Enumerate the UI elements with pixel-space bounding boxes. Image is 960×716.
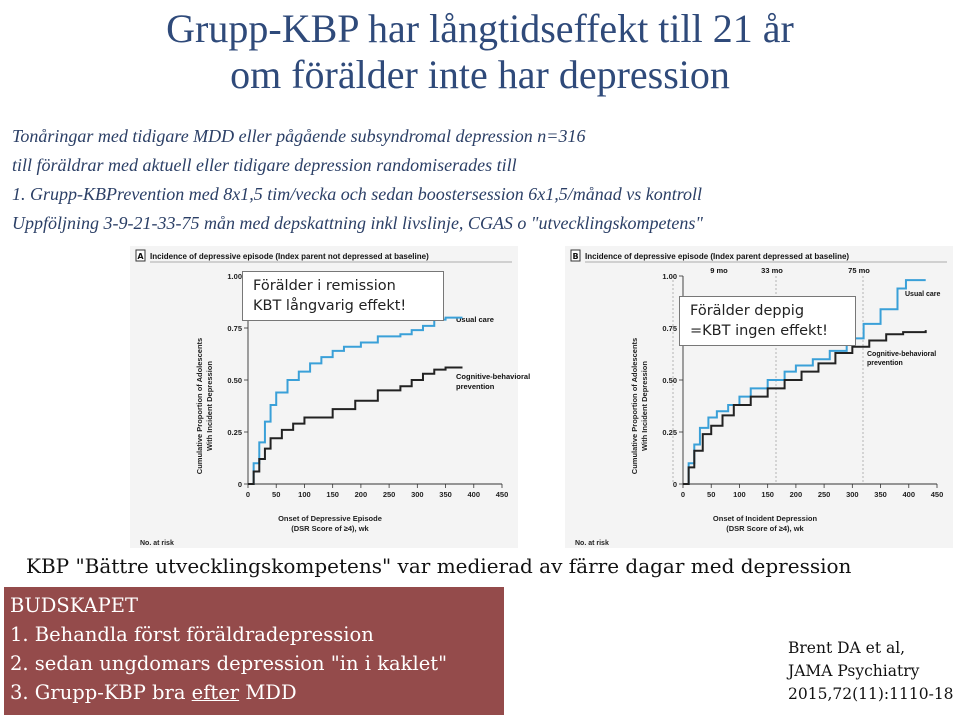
bottom-line-item-3-post: MDD — [239, 681, 297, 704]
figure-a-ytick-label: 0.25 — [227, 428, 242, 437]
citation-line1: Brent DA et al, — [788, 639, 906, 657]
figure-a-xtick-label: 100 — [298, 490, 311, 499]
figure-b-ylabel-1: Cumulative Proportion of Adolescents — [630, 337, 639, 475]
figure-b-ytick-label: 0.75 — [662, 324, 677, 333]
citation-line3: 2015,72(11):1110-18 — [788, 685, 954, 703]
figure-a-xtick-label: 0 — [245, 490, 251, 499]
figure-a-usual-care-label: Usual care — [456, 315, 494, 324]
figure-a-header: Incidence of depressive episode (Index parent not depressed at baseline) — [150, 252, 429, 261]
bottom-line-item-3-underlined: efter — [191, 681, 240, 704]
figure-b-timepoint-75: 75 mo — [848, 266, 870, 275]
callout-a — [242, 271, 444, 321]
figure-b-cbt-label-1: Cognitive-behavioral — [867, 351, 937, 358]
slide-title-line1: Grupp-KBP har långtidseffekt till 21 år — [166, 6, 794, 51]
intro-text — [12, 122, 952, 238]
figure-a-xtick-label: 50 — [272, 490, 281, 499]
figure-b-xtick-label: 0 — [680, 490, 686, 499]
figure-b-xtick-label: 250 — [817, 490, 831, 499]
slide-title — [0, 6, 960, 98]
figure-b-xtick-label: 150 — [761, 490, 774, 499]
figure-b-header: Incidence of depressive episode (Index parent depressed at baseline) — [585, 252, 850, 261]
callout-b — [679, 296, 856, 346]
figure-b-timepoint-33: 33 mo — [761, 266, 783, 275]
bottom-line-item-1: 1. Behandla först föräldradepression — [10, 623, 374, 646]
figure-a-ylabel-2: With Incident Depression — [205, 361, 214, 451]
figure-a-xtick-label: 200 — [354, 490, 368, 499]
bottom-line-item-3 — [10, 678, 504, 707]
figure-b-xtick-label: 400 — [902, 490, 916, 499]
figure-b — [565, 246, 953, 548]
figure-a-panel-letter: A — [137, 252, 144, 261]
figure-b-xtick-label: 100 — [733, 490, 746, 499]
callout-a-line2: KBT långvarig effekt! — [253, 298, 407, 314]
figure-a-xlabel-2: (DSR Score of ≥4), wk — [291, 524, 369, 533]
slide-title-line2: om förälder inte har depression — [230, 52, 730, 97]
intro-line-3: 1. Grupp-KBPrevention med 8x1,5 tim/vecka och sedan boostersession 6x1,5/månad vs kontroll — [12, 184, 703, 204]
figure-b-xtick-label: 50 — [707, 490, 716, 499]
figure-a-ytick-label: 0 — [237, 480, 242, 489]
bottom-line-item-3-pre: 3. Grupp-KBP bra — [10, 681, 192, 704]
citation-line2: JAMA Psychiatry — [788, 662, 920, 680]
callout-b-line1: Förälder deppig — [690, 303, 805, 319]
figure-b-xtick-label: 350 — [874, 490, 887, 499]
callout-b-line2: =KBT ingen effekt! — [690, 323, 828, 339]
figure-a-footer: No. at risk — [140, 540, 174, 547]
figure-a-ytick-label: 1.00 — [227, 272, 242, 281]
figure-b-ytick-label: 0.25 — [662, 428, 677, 437]
figure-b-xtick-label: 450 — [930, 490, 944, 499]
figure-b-ylabel-2: With Incident Depression — [640, 361, 649, 451]
intro-line-4: Uppföljning 3-9-21-33-75 mån med depskattning inkl livslinje, CGAS o "utvecklingskompetens" — [12, 213, 703, 233]
bottom-line-box — [4, 587, 504, 715]
figure-a-ytick-label: 0.50 — [227, 376, 242, 385]
figure-a-xtick-label: 350 — [439, 490, 452, 499]
figure-b-xtick-label: 300 — [846, 490, 859, 499]
citation — [788, 637, 954, 706]
figure-b-cbt-label-2: prevention — [867, 360, 903, 367]
figure-a-xtick-label: 400 — [467, 490, 481, 499]
figure-b-xlabel-1: Onset of Incident Depression — [712, 514, 818, 523]
figure-b-panel-letter: B — [572, 252, 579, 261]
figure-b-xlabel-2: (DSR Score of ≥4), wk — [726, 524, 804, 533]
figure-b-footer: No. at risk — [575, 540, 609, 547]
figure-a-xtick-label: 150 — [326, 490, 339, 499]
mediation-statement: KBP "Bättre utvecklingskompetens" var medierad av färre dagar med depression — [26, 554, 852, 578]
figure-a-ytick-label: 0.75 — [227, 324, 242, 333]
figure-b-ytick-label: 0.50 — [662, 376, 677, 385]
figure-a-ylabel-1: Cumulative Proportion of Adolescents — [195, 337, 204, 475]
figure-b-ytick-label: 0 — [672, 480, 677, 489]
callout-a-line1: Förälder i remission — [253, 278, 396, 294]
figure-b-timepoint-9: 9 mo — [710, 266, 728, 275]
bottom-line-heading: BUDSKAPET — [10, 594, 138, 617]
figure-a-cbt-label-2: prevention — [456, 382, 495, 391]
figure-b-ytick-label: 1.00 — [662, 272, 677, 281]
figure-b-xtick-label: 200 — [789, 490, 803, 499]
figure-a-xtick-label: 250 — [382, 490, 396, 499]
figure-a-cbt-label-1: Cognitive-behavioral — [456, 372, 531, 381]
bottom-line-item-2: 2. sedan ungdomars depression "in i kaklet" — [10, 652, 448, 675]
figure-a-cbt-line — [248, 368, 462, 484]
figure-b-usual-care-label: Usual care — [905, 291, 941, 298]
figure-a-xtick-label: 300 — [411, 490, 424, 499]
figure-a-xlabel-1: Onset of Depressive Episode — [278, 514, 382, 523]
intro-line-2: till föräldrar med aktuell eller tidigare depression randomiserades till — [12, 155, 517, 175]
figure-a-xtick-label: 450 — [495, 490, 509, 499]
intro-line-1: Tonåringar med tidigare MDD eller pågående subsyndromal depression n=316 — [12, 126, 586, 146]
figure-b-chart — [565, 246, 953, 548]
